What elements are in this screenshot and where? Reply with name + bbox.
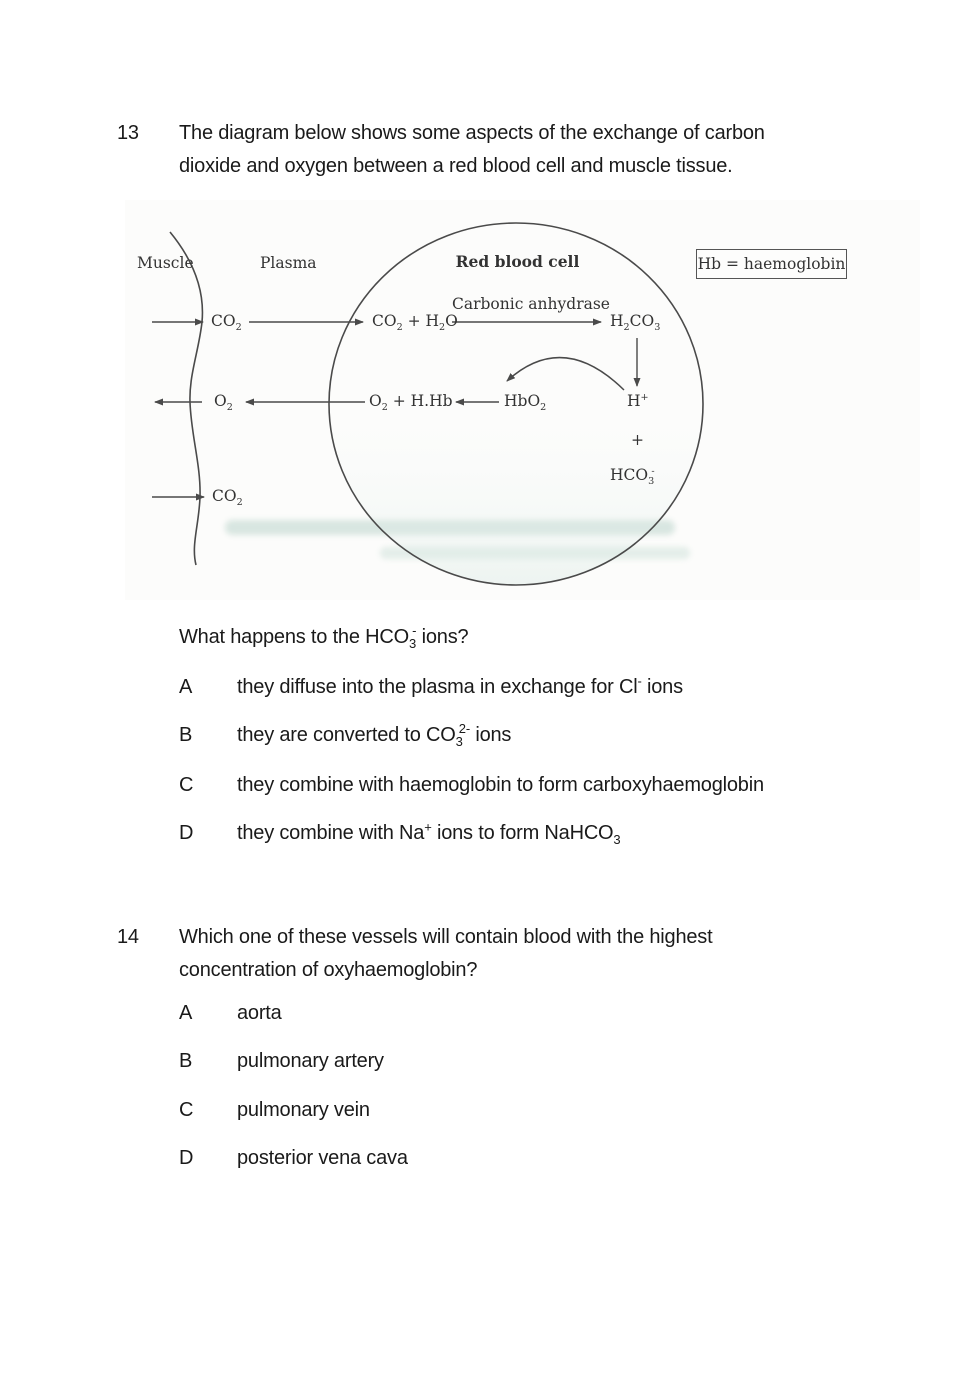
hb-legend-box — [696, 249, 847, 279]
q13-option-a-letter: A — [179, 676, 193, 698]
q14-option-a-letter: A — [179, 1002, 193, 1024]
hb-legend-text: Hb = haemoglobin — [697, 255, 846, 273]
q13-option-b-letter: B — [179, 724, 193, 746]
q13-option-d-text: they combine with Na+ ions to form NaHCO$_3$ — [237, 819, 621, 847]
q14-option-d-letter: D — [179, 1147, 194, 1169]
hco3-formula: $HCO_3^-$ — [610, 465, 655, 488]
question-14-number: 14 — [117, 926, 139, 948]
q14-option-c — [179, 1100, 370, 1121]
question-14-prompt — [179, 921, 712, 987]
question-13-stem: What happens to the $HCO_3^-$ ions? — [179, 623, 469, 651]
q13-option-d — [179, 819, 621, 847]
q14-option-c-text: pulmonary vein — [237, 1099, 370, 1121]
co2-bottom-formula: $CO_2$ — [212, 487, 243, 509]
q14-option-d-text: posterior vena cava — [237, 1147, 408, 1169]
question-13-prompt — [179, 117, 765, 183]
question-14-prompt-line2: concentration of oxyhaemoglobin? — [179, 959, 478, 981]
carbonic-anhydrase-label: Carbonic anhydrase — [452, 295, 610, 313]
q13-option-c-text: they combine with haemoglobin to form carboxyhaemoglobin — [237, 774, 764, 796]
o2-hhb-formula: $O_2 + H.Hb$ — [369, 392, 453, 414]
o2-plasma-formula: $O_2$ — [214, 392, 233, 414]
h-plus-formula: H+ — [627, 391, 649, 410]
q13-option-a-text: they diffuse into the plasma in exchange for Cl- ions — [237, 673, 683, 698]
muscle-label: Muscle — [137, 254, 194, 272]
question-13 — [117, 117, 765, 183]
q14-option-a — [179, 1003, 282, 1024]
question-14 — [117, 921, 712, 987]
h2co3-formula: $H_2CO_3$ — [610, 312, 661, 334]
gas-exchange-diagram — [125, 200, 920, 600]
q13-option-b-text: they are converted to $CO_3^{2-}$ ions — [237, 721, 512, 749]
hbo2-formula: HbO$_2$ — [504, 392, 547, 414]
question-14-prompt-line1: Which one of these vessels will contain blood with the highest — [179, 926, 713, 948]
plasma-label: Plasma — [260, 254, 317, 272]
question-13-prompt-line2: dioxide and oxygen between a red blood cell and muscle tissue. — [179, 155, 733, 177]
q13-option-a — [179, 673, 683, 698]
q14-option-b-letter: B — [179, 1050, 193, 1072]
q14-option-c-letter: C — [179, 1099, 194, 1121]
q13-option-b — [179, 721, 512, 749]
question-13-number: 13 — [117, 122, 139, 144]
q14-option-d — [179, 1148, 408, 1169]
q13-option-c-letter: C — [179, 774, 194, 796]
q14-option-a-text: aorta — [237, 1002, 282, 1024]
question-13-prompt-line1: The diagram below shows some aspects of the exchange of carbon — [179, 122, 765, 144]
red-blood-cell-label: Red blood cell — [455, 252, 580, 271]
muscle-plasma-boundary-line — [170, 232, 202, 565]
q13-option-d-letter: D — [179, 822, 194, 844]
q13-option-c — [179, 775, 764, 796]
q14-option-b-text: pulmonary artery — [237, 1050, 384, 1072]
plus-sign: + — [631, 431, 644, 449]
co2-h2o-formula: $CO_2 + H_2O$ — [372, 312, 458, 334]
q14-option-b — [179, 1051, 384, 1072]
co2-plasma-formula: $CO_2$ — [211, 312, 242, 334]
